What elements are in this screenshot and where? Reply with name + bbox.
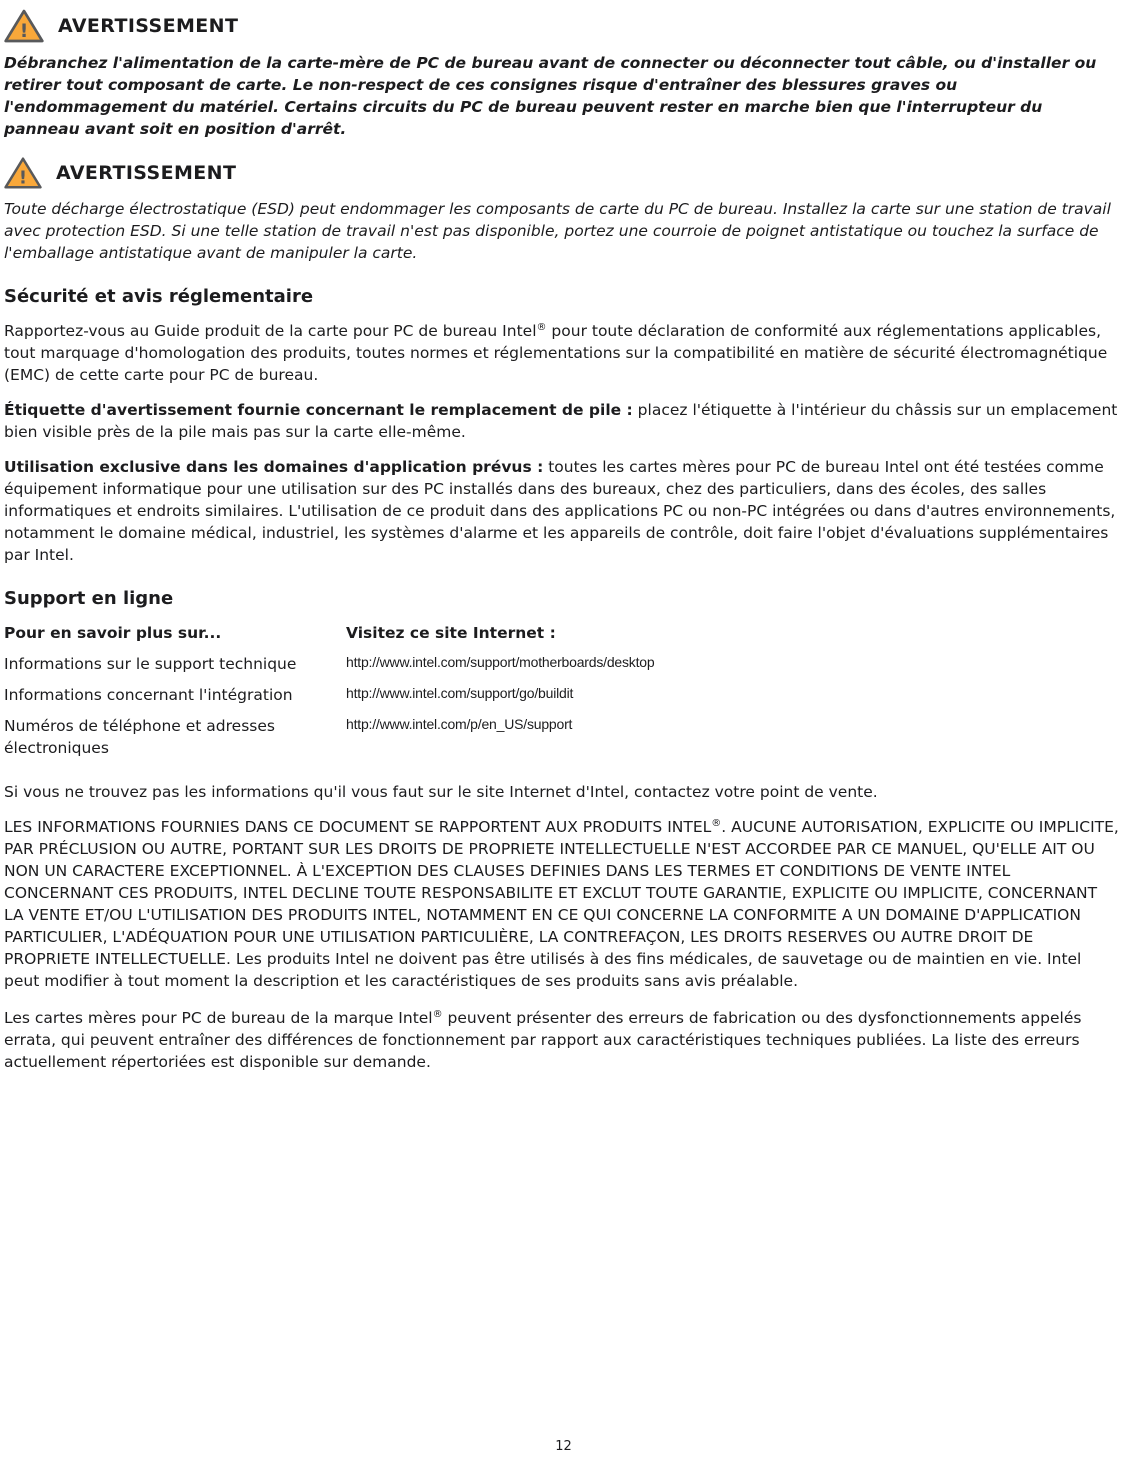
table-row xyxy=(4,715,1119,759)
support-fallback-paragraph: Si vous ne trouvez pas les informations qu'il vous faut sur le site Internet d'Intel, contactez votre point de vente. xyxy=(4,783,878,801)
table-cell-topic: Informations sur le support technique xyxy=(4,655,297,673)
paragraph-text: . AUCUNE AUTORISATION, EXPLICITE OU IMPLICITE, PAR PRÉCLUSION OU AUTRE, PORTANT SUR LES DROITS DE PROPRIETE INTELLECTUELLE N'EST ACCORDEE PAR CE MANUEL, QU'ELLE AIT OU NON UN CARACTERE EXCEPTIONNEL. À L'EXCEPTION DES CLAUSES DEFINIES DANS LES TERMES ET CONDITIONS DE VENTE INTEL CONCERNANT CES PRODUITS, INTEL DECLINE TOUTE RESPONSABILITE ET EXCLUT TOUTE GARANTIE, EXPLICITE OU IMPLICITE, CONCERNANT LA VENTE ET/OU L'UTILISATION DES PRODUITS INTEL, NOTAMMENT EN CE QUI CONCERNE LA CONFORMITE A UN DOMAINE D'APPLICATION PARTICULIER, L'ADÉQUATION POUR UNE UTILISATION PARTICULIÈRE, LA CONTREFAÇON, LES DROITS RESERVES OU AUTRE DROIT DE PROPRIETE INTELLECTUELLE. Les produits Intel ne doivent pas être utilisés à des fins médicales, de sauvetage ou de maintien en vie. Intel peut modifier à tout moment la description et les caractéristiques de ses produits sans avis préalable. xyxy=(4,818,1119,990)
paragraph-text: pour toute déclaration de conformité aux réglementations applicables, tout marquage d'homologation des produits, toutes normes et réglementations sur la compatibilité en matière de sécurité électromagnétique (EMC) de cette carte pour PC de bureau. xyxy=(4,322,1108,384)
registered-trademark: ® xyxy=(536,321,547,333)
warning-body: Débranchez l'alimentation de la carte-mère de PC de bureau avant de connecter ou déconnecter tout câble, ou d'installer ou retirer tout composant de carte. Le non-respect de ces consignes risque d'entraîner des blessures graves ou l'endommagement du matériel. Certains circuits du PC de bureau peuvent rester en marche bien que l'interrupteur du panneau avant soit en position d'arrêt. xyxy=(4,54,1097,138)
paragraph-text: placez l'étiquette à l'intérieur du châssis sur un emplacement bien visible près de la pile mais pas sur la carte elle-même. xyxy=(4,401,1118,441)
svg-text:!: ! xyxy=(18,167,28,189)
regulatory-paragraph xyxy=(4,320,1119,386)
table-cell-topic: Informations concernant l'intégration xyxy=(4,686,293,704)
warning-title: AVERTISSEMENT xyxy=(58,15,239,37)
paragraph-text: Les cartes mères pour PC de bureau de la marque Intel xyxy=(4,1009,433,1027)
warning-header xyxy=(4,156,1119,190)
legal-disclaimer-paragraph xyxy=(4,816,1119,992)
table-row xyxy=(4,684,1119,706)
paragraph-lead: Utilisation exclusive dans les domaines d'application prévus : xyxy=(4,458,544,476)
registered-trademark: ® xyxy=(711,817,722,829)
warning-title: AVERTISSEMENT xyxy=(56,162,237,184)
warning-body: Toute décharge électrostatique (ESD) peut endommager les composants de carte du PC de bureau. Installez la carte sur une station de travail avec protection ESD. Si une telle station de travail n'est pas disponible, portez une courroie de poignet antistatique ou touchez la surface de l'emballage antistatique avant de manipuler la carte. xyxy=(4,200,1111,262)
support-section xyxy=(4,588,1119,803)
table-header-row xyxy=(4,622,1119,644)
warning-header xyxy=(4,8,1119,44)
page-number: 12 xyxy=(555,1439,572,1454)
battery-label-paragraph xyxy=(4,399,1119,443)
paragraph-lead: Étiquette d'avertissement fournie concernant le remplacement de pile : xyxy=(4,401,633,419)
warning-section-2 xyxy=(4,156,1119,264)
table-cell-url[interactable]: http://www.intel.com/support/motherboards/desktop xyxy=(346,654,655,670)
paragraph-text: toutes les cartes mères pour PC de bureau Intel ont été testées comme équipement informatique pour une utilisation sur des PC installés dans des bureaux, chez des particuliers, dans des écoles, des salles informatiques et endroits similaires. L'utilisation de ce produit dans des applications PC ou non-PC intégrées ou dans d'autres environnements, notamment le domaine médical, industriel, les systèmes d'alarme et les appareils de contrôle, doit faire l'objet d'évaluations supplémentaires par Intel. xyxy=(4,458,1116,564)
table-cell-url[interactable]: http://www.intel.com/p/en_US/support xyxy=(346,716,573,732)
warning-icon xyxy=(4,8,44,44)
paragraph-text: Rapportez-vous au Guide produit de la carte pour PC de bureau Intel xyxy=(4,322,537,340)
svg-text:!: ! xyxy=(19,20,29,43)
table-col-header-topics: Pour en savoir plus sur... xyxy=(4,624,222,642)
errata-paragraph xyxy=(4,1007,1119,1073)
paragraph-text: peuvent présenter des erreurs de fabrication ou des dysfonctionnements appelés errata, qui peuvent entraîner des différences de fonctionnement par rapport aux caractéristiques techniques publiées. La liste des erreurs actuellement répertoriées est disponible sur demande. xyxy=(4,1009,1082,1071)
intended-use-paragraph xyxy=(4,456,1119,566)
warning-icon xyxy=(4,156,42,190)
support-table xyxy=(4,622,1119,759)
security-section xyxy=(4,286,1119,566)
warning-section-1 xyxy=(4,8,1119,140)
table-cell-url[interactable]: http://www.intel.com/support/go/buildit xyxy=(346,685,574,701)
table-row xyxy=(4,653,1119,675)
paragraph-text: LES INFORMATIONS FOURNIES DANS CE DOCUMENT SE RAPPORTENT AUX PRODUITS INTEL xyxy=(4,818,712,836)
legal-section xyxy=(4,816,1119,1073)
table-col-header-urls: Visitez ce site Internet : xyxy=(346,624,556,642)
security-heading: Sécurité et avis réglementaire xyxy=(4,286,314,307)
table-cell-topic: Numéros de téléphone et adresses électroniques xyxy=(4,717,275,757)
support-heading: Support en ligne xyxy=(4,588,174,609)
registered-trademark: ® xyxy=(432,1008,443,1020)
